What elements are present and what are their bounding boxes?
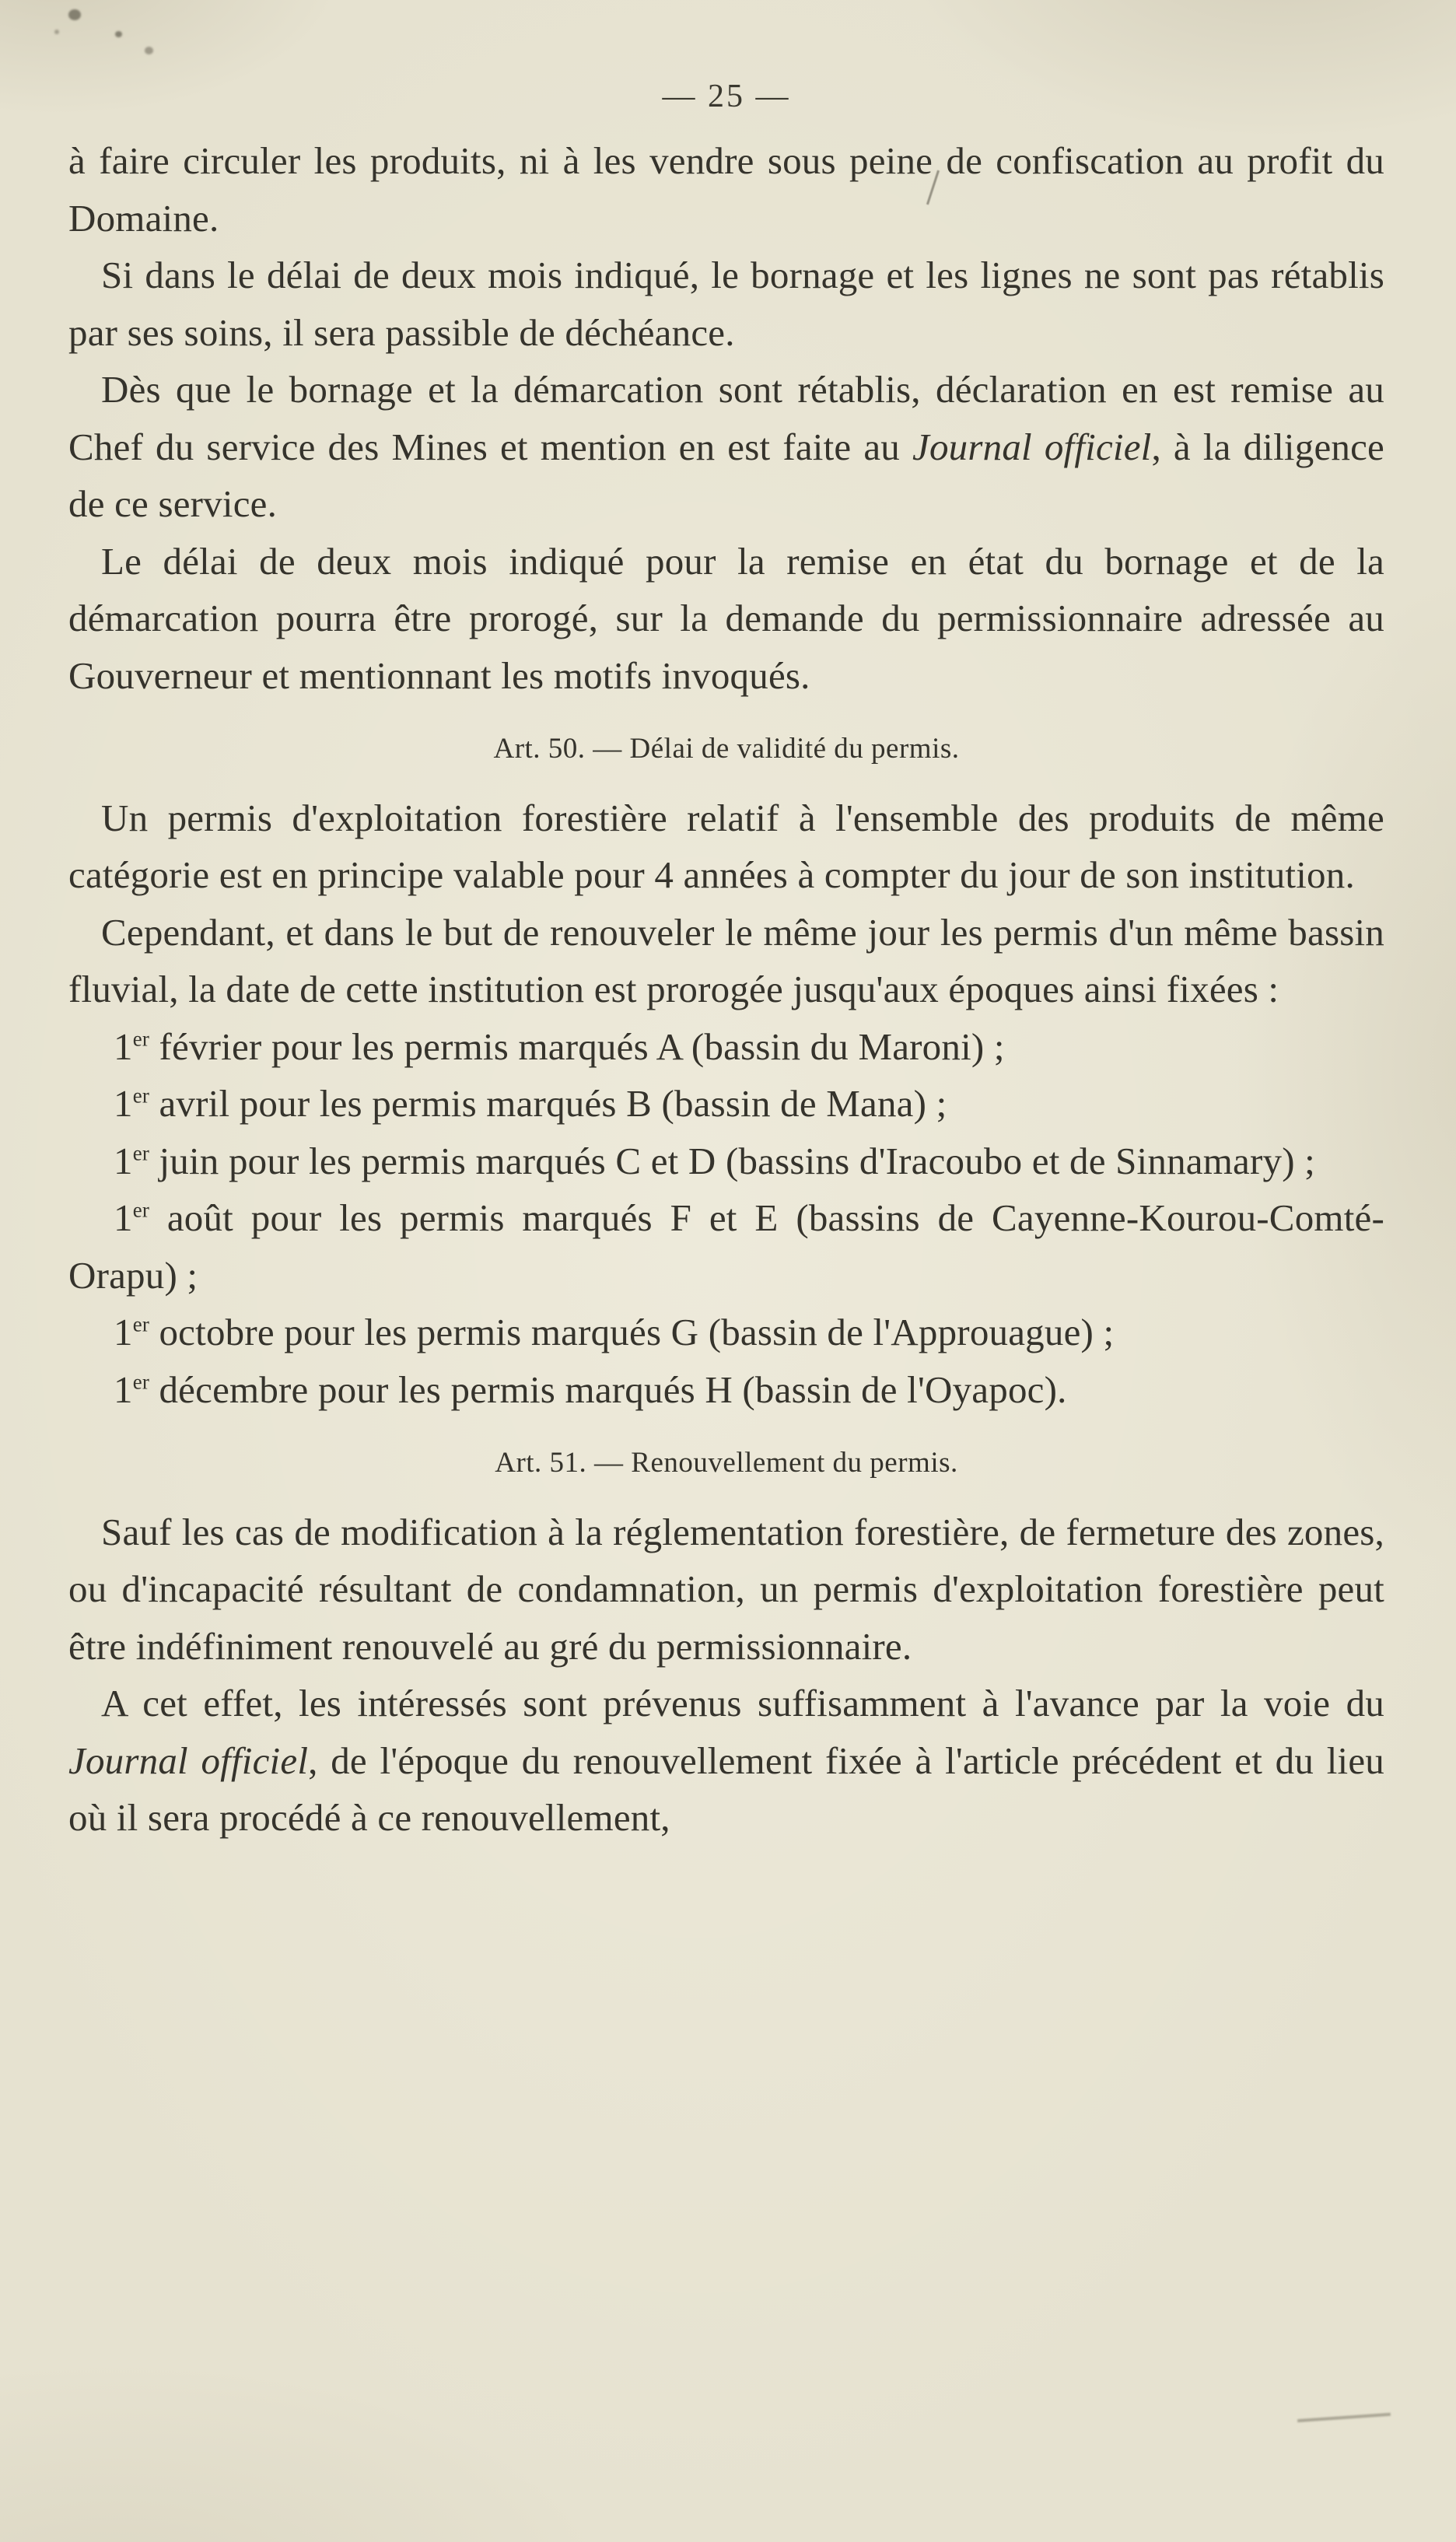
text-segment: février pour les permis marqués A (bassin du Maroni) ; [149, 1024, 1005, 1068]
text-segment: Art. 51. — Renouvellement du permis. [495, 1447, 958, 1479]
text-segment: août pour les permis marqués F et E (bassins de Cayenne-Kourou-Comté-Orapu) ; [68, 1196, 1384, 1297]
text-segment: er [132, 1312, 150, 1336]
list-item [68, 1018, 1384, 1076]
text-segment: Art. 50. — Délai de validité du permis. [493, 733, 960, 765]
text-segment: Sauf les cas de modification à la réglementation forestière, de fermeture des zones, ou d'incapacité résultant de condamnation, un permis d'exploitation forestière peut être indéfiniment renouvelé au gré du permissionnaire. [68, 1510, 1384, 1668]
list-item [68, 1133, 1384, 1190]
text-segment: 1 [114, 1139, 133, 1182]
text-segment: , de l'époque du renouvellement fixée à l'article précédent et du lieu où il sera procédé à ce renouvellement, [68, 1738, 1384, 1839]
text-segment: avril pour les permis marqués B (bassin de Mana) ; [149, 1082, 947, 1125]
text-segment: décembre pour les permis marqués H (bassin de l'Oyapoc). [149, 1367, 1067, 1411]
paragraph [68, 790, 1384, 904]
page-content [68, 132, 1384, 1847]
paper-stain [54, 30, 59, 34]
text-segment: Journal officiel [68, 1738, 309, 1782]
paragraph [68, 132, 1384, 247]
paragraph [68, 533, 1384, 705]
text-segment: Si dans le délai de deux mois indiqué, le bornage et les lignes ne sont pas rétablis par ses soins, il sera passible de déchéance. [68, 254, 1384, 354]
text-segment: A cet effet, les intéressés sont prévenus suffisamment à l'avance par la voie du [101, 1682, 1384, 1724]
paper-stain [115, 31, 122, 37]
paper-stain [145, 47, 153, 54]
text-segment: er [132, 1141, 150, 1165]
text-segment: à faire circuler les produits, ni à les vendre sous peine de confiscation au profit du Domaine. [68, 139, 1384, 240]
text-segment: Dès que le bornage et la démarcation sont rétablis, déclaration en est remise au Chef du service des Mines et mention en est faite au [68, 368, 1384, 468]
paper-stain [68, 9, 81, 20]
list-item [68, 1304, 1384, 1361]
text-segment: Journal officiel [912, 425, 1152, 468]
list-item [68, 1189, 1384, 1304]
article-heading [68, 1441, 1384, 1485]
paragraph [68, 361, 1384, 533]
text-segment: er [132, 1198, 150, 1222]
text-segment: Un permis d'exploitation forestière relatif à l'ensemble des produits de même catégorie est en principe valable pour 4 années à compter du jour de son institution. [68, 796, 1384, 896]
text-segment: Le délai de deux mois indiqué pour la remise en état du bornage et de la démarcation pourra être prorogé, sur la demande du permissionnaire adressée au Gouverneur et mentionnant les motifs invoqués. [68, 539, 1384, 697]
text-segment: 1 [114, 1311, 133, 1353]
text-segment: 1 [114, 1196, 133, 1239]
text-segment: er [132, 1084, 150, 1108]
text-segment: , à la diligence de ce service. [68, 425, 1384, 525]
text-segment: 1 [114, 1024, 133, 1068]
list-item [68, 1075, 1384, 1133]
text-segment: er [132, 1027, 150, 1051]
paragraph [68, 1675, 1384, 1847]
article-heading [68, 727, 1384, 771]
page-number: — 25 — [662, 79, 791, 114]
paragraph [68, 904, 1384, 1018]
text-segment: er [132, 1370, 150, 1394]
text-segment: Cependant, et dans le but de renouveler le même jour les permis d'un même bassin fluvial, la date de cette institution est prorogée jusqu'aux époques ainsi fixées : [68, 910, 1384, 1010]
text-segment: octobre pour les permis marqués G (bassin de l'Approuague) ; [149, 1311, 1115, 1353]
paragraph [68, 1504, 1384, 1675]
text-segment: juin pour les permis marqués C et D (bassins d'Iracoubo et de Sinnamary) ; [149, 1139, 1315, 1182]
text-segment: 1 [114, 1082, 133, 1125]
text-segment: 1 [114, 1367, 133, 1411]
paragraph [68, 247, 1384, 361]
list-item [68, 1361, 1384, 1419]
